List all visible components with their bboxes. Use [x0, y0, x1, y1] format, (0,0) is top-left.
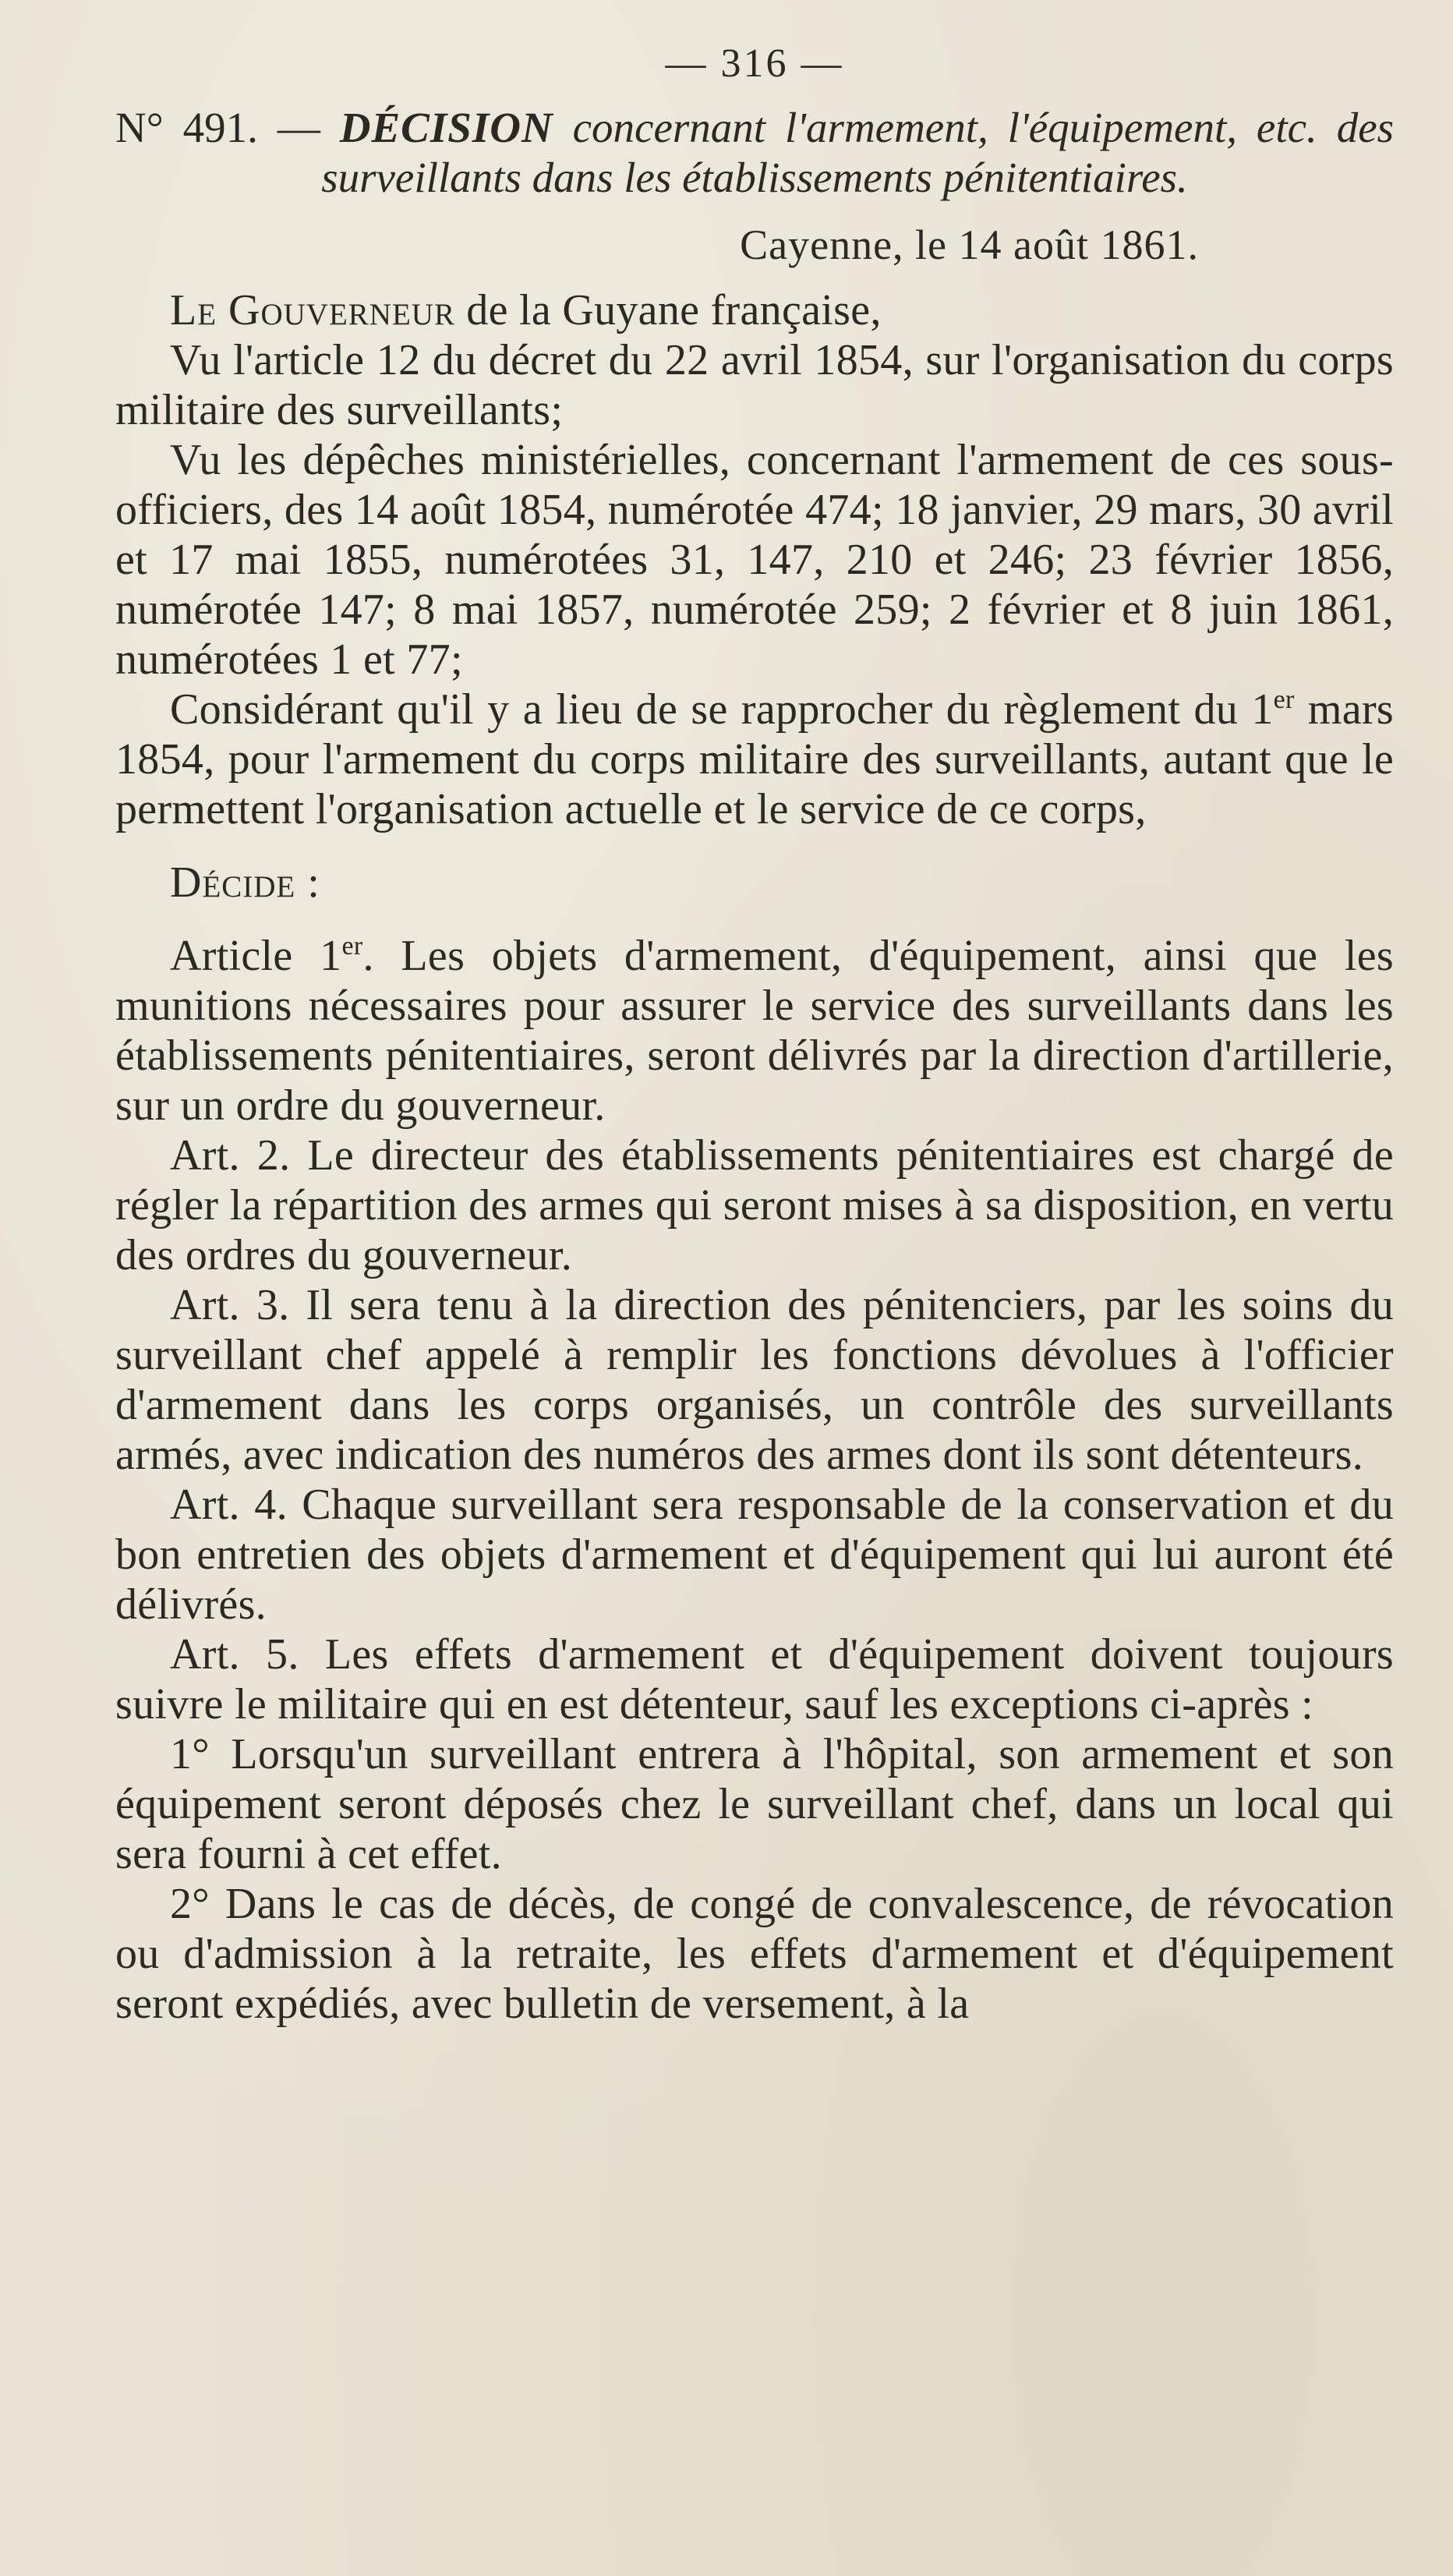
article-4: Art. 4. Chaque surveillant sera responsable de la conservation et du bon entretien des objets d'armement et d'équipement qui lui auront été délivrés.: [115, 1481, 1394, 1629]
document-heading: [115, 103, 1394, 203]
article-1-label: Article 1: [170, 932, 342, 980]
page-number: — 316 —: [665, 41, 844, 86]
preamble-vu-1: Vu l'article 12 du décret du 22 avril 1854, sur l'organisation du corps militaire des surveillants;: [115, 336, 1394, 434]
decision-number: N° 491.: [115, 104, 258, 151]
article-1: [115, 931, 1394, 1131]
decision-title: DÉCISION: [339, 104, 553, 151]
article-5-item-1: 1° Lorsqu'un surveillant entrera à l'hôpital, son armement et son équipement seront déposés chez le surveillant chef, dans un local qui sera fourni à cet effet.: [115, 1730, 1394, 1878]
considerant-text-b: mars 1854, pour l'armement du corps militaire des surveillants, autant que le permettent l'organisation actuelle et le service de ce corps,: [115, 685, 1394, 833]
gouverneur-label: Le Gouverneur: [170, 286, 455, 334]
article-1-superscript: er: [341, 932, 363, 961]
decide-label: Décide :: [170, 858, 320, 907]
decision-subtitle: concernant l'armement, l'équipement, etc. des surveillants dans les établissements pénitentiaires.: [321, 104, 1395, 201]
article-2: Art. 2. Le directeur des établissements pénitentiaires est chargé de régler la répartition des armes qui seront mises à sa disposition, en vertu des ordres du gouverneur.: [115, 1131, 1394, 1279]
heading-dash: —: [257, 104, 340, 151]
considerant-superscript: er: [1273, 685, 1295, 714]
gouverneur-text: de la Guyane française,: [454, 286, 882, 334]
page-text: [115, 39, 1394, 2029]
article-3: Art. 3. Il sera tenu à la direction des pénitenciers, par les soins du surveillant chef appelé à remplir les fonctions dévolues à l'officier d'armement dans les corps organisés, un contrôle des surveillants armés, avec indication des numéros des armes dont ils sont détenteurs.: [115, 1281, 1394, 1479]
preamble-vu-2: Vu les dépêches ministérielles, concernant l'armement de ces sous-officiers, des 14 août 1854, numérotée 474; 18 janvier, 29 mars, 30 avril et 17 mai 1855, numérotées 31, 147, 210 et 246; 23 février 1856, numérotée 147; 8 mai 1857, numérotée 259; 2 février et 8 juin 1861, numérotées 1 et 77;: [115, 436, 1394, 684]
considerant-text-a: Considérant qu'il y a lieu de se rapprocher du règlement du 1: [170, 685, 1274, 734]
article-5: Art. 5. Les effets d'armement et d'équipement doivent toujours suivre le militaire qui en est détenteur, sauf les exceptions ci-après :: [115, 1630, 1394, 1729]
article-1-text: . Les objets d'armement, d'équipement, ainsi que les munitions nécessaires pour assurer le service des surveillants dans les établissements pénitentiaires, seront délivrés par la direction d'artillerie, sur un ordre du gouverneur.: [115, 932, 1394, 1130]
preamble-gouverneur: [115, 285, 1394, 335]
dateline: Cayenne, le 14 août 1861.: [740, 221, 1199, 268]
preamble-considerant: [115, 685, 1394, 834]
article-5-item-2: 2° Dans le cas de décès, de congé de convalescence, de révocation ou d'admission à la retraite, les effets d'armement et d'équipement seront expédiés, avec bulletin de versement, à la: [115, 1880, 1394, 2028]
